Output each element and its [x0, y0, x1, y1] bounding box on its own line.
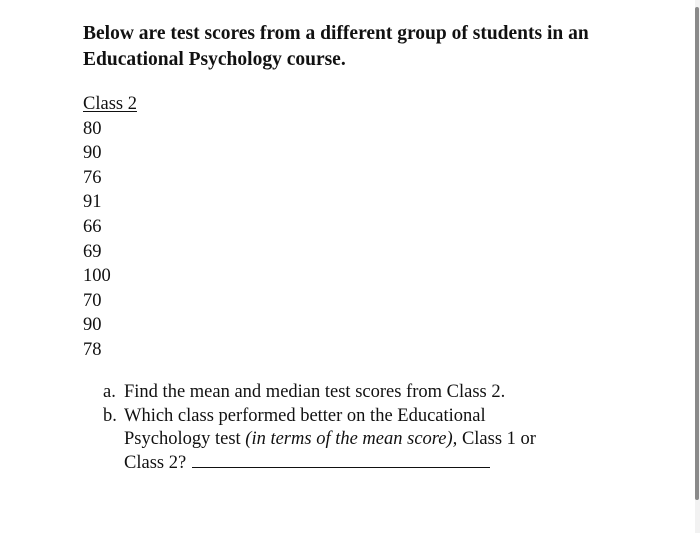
question-b	[103, 405, 603, 476]
question-a	[103, 381, 603, 405]
score-item: 70	[83, 290, 102, 311]
scrollbar-track[interactable]	[695, 0, 700, 533]
question-b-line-3: Class 2?	[124, 452, 187, 473]
scrollbar-thumb[interactable]	[695, 7, 699, 500]
score-item: 91	[83, 192, 102, 213]
question-b-emphasis: (in terms of the mean score),	[245, 429, 458, 449]
score-item: 76	[83, 167, 102, 188]
score-item: 100	[83, 266, 111, 287]
question-b-line-2-start: Psychology test	[124, 429, 246, 449]
question-b-line-2-end: Class 1 or	[457, 429, 536, 449]
question-b-text	[124, 405, 603, 476]
intro-line-1: Below are test scores from a different group of students in an	[83, 23, 589, 44]
score-item: 90	[83, 143, 102, 164]
score-item: 80	[83, 118, 102, 139]
question-b-letter: b.	[103, 405, 117, 426]
intro-paragraph	[83, 21, 643, 73]
class-2-heading: Class 2	[83, 94, 137, 114]
intro-line-2: Educational Psychology course.	[83, 49, 346, 70]
answer-blank-line[interactable]	[192, 453, 490, 468]
class-2-score-list	[83, 92, 137, 363]
score-list	[83, 117, 137, 363]
question-list	[103, 381, 603, 475]
question-a-letter: a.	[103, 382, 116, 402]
question-b-line-1: Which class performed better on the Educational	[124, 405, 486, 426]
score-item: 90	[83, 315, 102, 336]
score-item: 69	[83, 241, 102, 262]
score-item: 78	[83, 339, 102, 360]
question-a-text: Find the mean and median test scores from Class 2.	[124, 382, 506, 402]
score-item: 66	[83, 216, 102, 237]
